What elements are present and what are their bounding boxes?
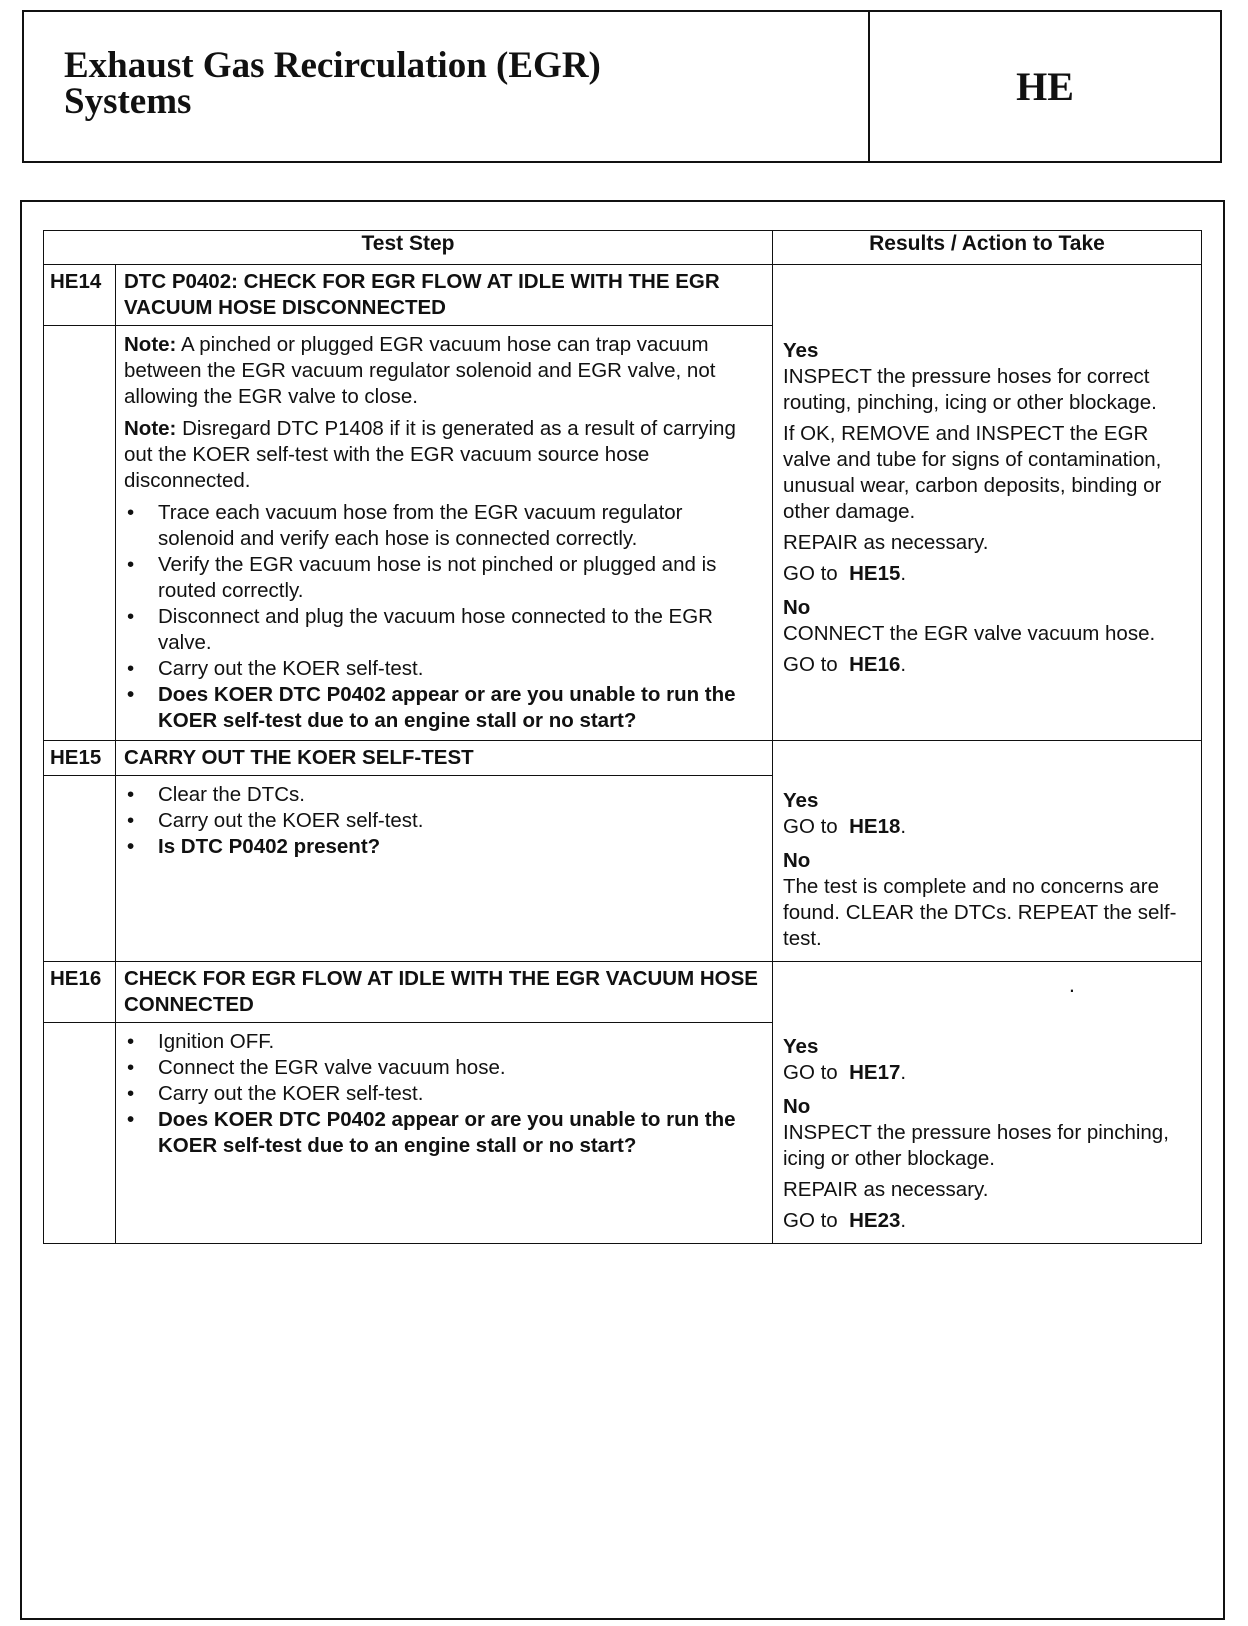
goto-target: HE15 bbox=[849, 561, 901, 585]
col-results: Results / Action to Take bbox=[773, 231, 1202, 265]
step-body-row bbox=[44, 776, 1202, 962]
step-heading-row bbox=[44, 741, 1202, 776]
section-title bbox=[24, 12, 870, 161]
step-heading: CARRY OUT THE KOER SELF-TEST bbox=[116, 741, 773, 776]
step-body bbox=[116, 326, 773, 741]
list-item: • Carry out the KOER self-test. bbox=[124, 1081, 762, 1107]
step-body bbox=[116, 776, 773, 962]
list-item: • Disconnect and plug the vacuum hose connected to the EGR valve. bbox=[124, 604, 762, 656]
goto-target: HE17 bbox=[849, 1061, 901, 1084]
no-label: No bbox=[783, 1095, 811, 1118]
goto-line: GO to HE23. bbox=[783, 1209, 907, 1232]
step-heading-row bbox=[44, 265, 1202, 326]
step-heading: DTC P0402: CHECK FOR EGR FLOW AT IDLE WITH THE EGR VACUUM HOSE DISCONNECTED bbox=[116, 265, 773, 326]
step-id: HE16 bbox=[44, 961, 116, 1022]
result-line: The test is complete and no concerns are found. CLEAR the DTCs. REPEAT the self-test. bbox=[783, 874, 1177, 950]
list-item: • Carry out the KOER self-test. bbox=[124, 808, 762, 834]
col-test-step: Test Step bbox=[44, 231, 773, 265]
result-line: INSPECT the pressure hoses for pinching, icing or other blockage. bbox=[783, 1121, 1169, 1170]
section-title-line1: Exhaust Gas Recirculation (EGR) bbox=[64, 45, 601, 86]
step-id-blank bbox=[44, 776, 116, 962]
step-body-row bbox=[44, 326, 1202, 741]
result-line: CONNECT the EGR valve vacuum hose. bbox=[783, 621, 1156, 645]
goto-line: GO to HE17. bbox=[783, 1061, 907, 1084]
step-bullets bbox=[124, 1029, 762, 1159]
yes-label: Yes bbox=[783, 788, 819, 812]
step-bullets bbox=[124, 782, 762, 860]
step-body bbox=[116, 1022, 773, 1244]
step-id-blank bbox=[44, 326, 116, 741]
step-results bbox=[773, 776, 1202, 962]
goto-target: HE16 bbox=[849, 652, 901, 676]
pinpoint-test-table bbox=[43, 230, 1202, 1244]
page-header bbox=[22, 10, 1222, 163]
step-note: Note: Disregard DTC P1408 if it is generated as a result of carrying out the KOER self-test with the EGR vacuum source hose disconnected. bbox=[124, 417, 736, 492]
step-body-row bbox=[44, 1022, 1202, 1244]
list-item: • Trace each vacuum hose from the EGR vacuum regulator solenoid and verify each hose is connected correctly. bbox=[124, 500, 762, 552]
yes-label: Yes bbox=[783, 338, 819, 362]
stray-mark: . bbox=[1068, 971, 1075, 997]
list-item: • Clear the DTCs. bbox=[124, 782, 762, 808]
result-line: If OK, REMOVE and INSPECT the EGR valve and tube for signs of contamination, unusual wear, carbon deposits, binding or other damage. bbox=[783, 421, 1162, 523]
result-line: REPAIR as necessary. bbox=[783, 530, 989, 554]
step-results bbox=[773, 1022, 1202, 1244]
list-item: • Connect the EGR valve vacuum hose. bbox=[124, 1055, 762, 1081]
section-code: HE bbox=[1016, 64, 1074, 109]
step-question: • Does KOER DTC P0402 appear or are you unable to run the KOER self-test due to an engine stall or no start? bbox=[124, 682, 762, 734]
section-title-line2: Systems bbox=[64, 81, 192, 122]
step-bullets bbox=[124, 500, 762, 734]
step-heading-row bbox=[44, 961, 1202, 1022]
step-note: Note: A pinched or plugged EGR vacuum hose can trap vacuum between the EGR vacuum regulator solenoid and EGR valve, not allowing the EGR valve to close. bbox=[124, 333, 716, 408]
goto-line: GO to HE15. bbox=[783, 561, 907, 585]
result-spacer bbox=[773, 265, 1202, 326]
step-id: HE14 bbox=[44, 265, 116, 326]
result-line: INSPECT the pressure hoses for correct routing, pinching, icing or other blockage. bbox=[783, 364, 1157, 414]
list-item: • Ignition OFF. bbox=[124, 1029, 762, 1055]
list-item: • Verify the EGR vacuum hose is not pinched or plugged and is routed correctly. bbox=[124, 552, 762, 604]
result-spacer bbox=[773, 961, 1202, 1022]
goto-line: GO to HE16. bbox=[783, 652, 907, 676]
step-results bbox=[773, 326, 1202, 741]
step-id: HE15 bbox=[44, 741, 116, 776]
list-item: • Carry out the KOER self-test. bbox=[124, 656, 762, 682]
no-label: No bbox=[783, 848, 811, 872]
no-label: No bbox=[783, 595, 811, 619]
yes-label: Yes bbox=[783, 1035, 819, 1058]
goto-line: GO to HE18. bbox=[783, 814, 907, 838]
step-id-blank bbox=[44, 1022, 116, 1244]
goto-target: HE18 bbox=[849, 814, 901, 838]
step-heading: CHECK FOR EGR FLOW AT IDLE WITH THE EGR VACUUM HOSE CONNECTED bbox=[116, 961, 773, 1022]
result-spacer bbox=[773, 741, 1202, 776]
result-line: REPAIR as necessary. bbox=[783, 1178, 989, 1201]
goto-target: HE23 bbox=[849, 1209, 901, 1232]
table-header-row bbox=[44, 231, 1202, 265]
step-question: • Does KOER DTC P0402 appear or are you unable to run the KOER self-test due to an engine stall or no start? bbox=[124, 1107, 762, 1159]
step-question: • Is DTC P0402 present? bbox=[124, 834, 762, 860]
